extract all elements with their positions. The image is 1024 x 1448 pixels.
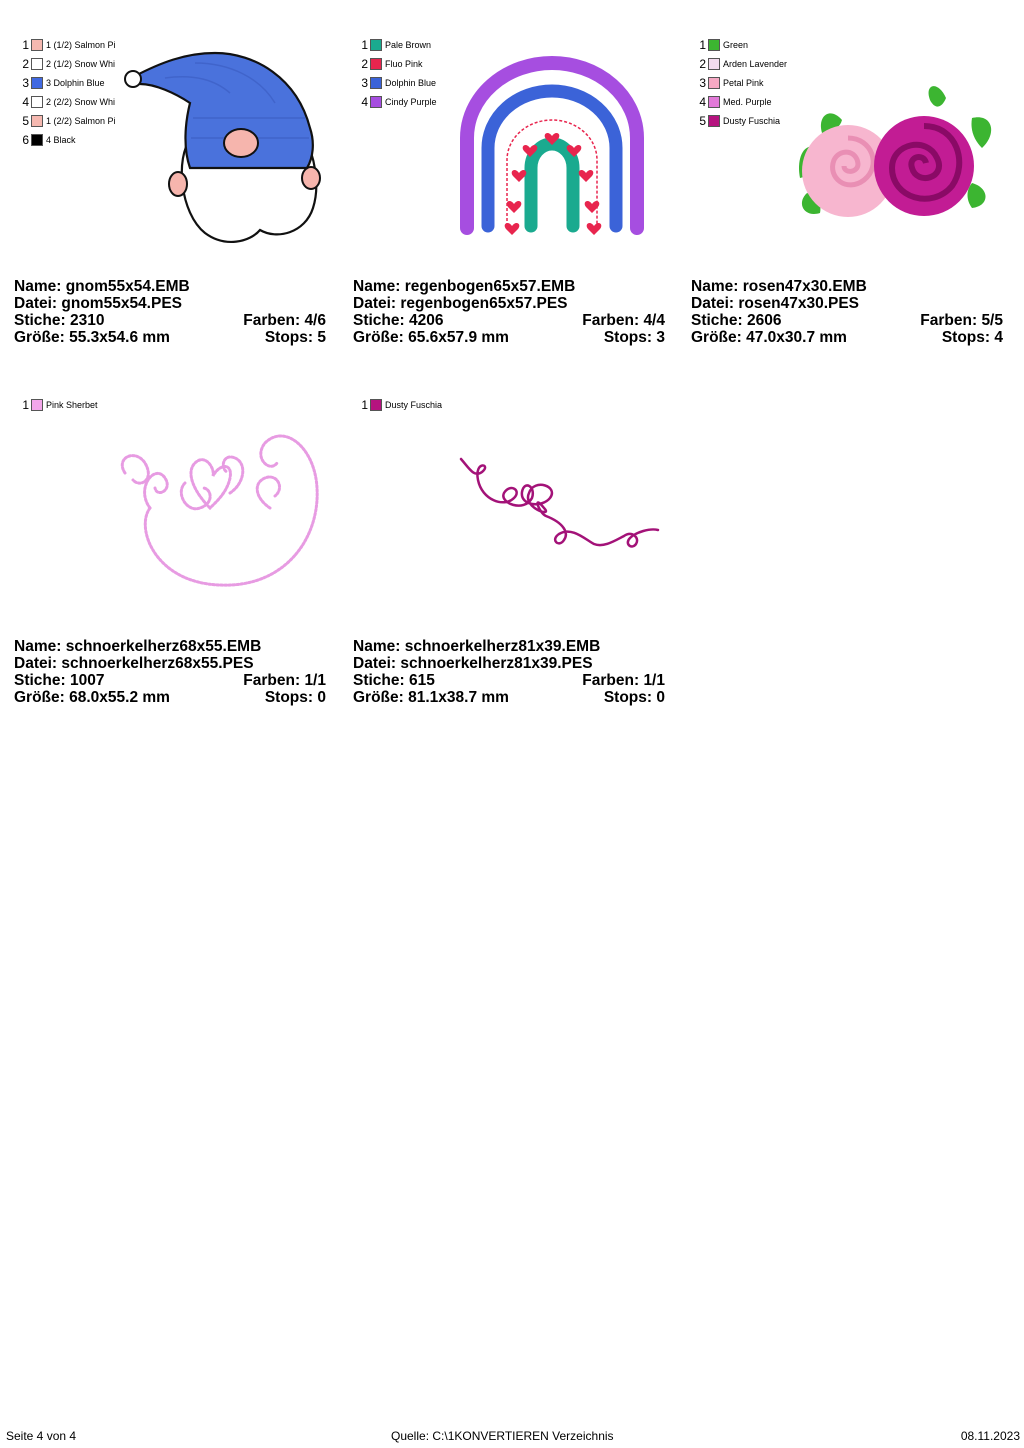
design-info [353,638,665,706]
legend-row: 6 4 Black [22,132,76,147]
groesse-line: Größe: 81.1x38.7 mm [353,689,509,706]
groesse-line: Größe: 47.0x30.7 mm [691,329,847,346]
design-info [14,278,326,346]
name-line: Name: rosen47x30.EMB [691,278,867,295]
page-number: Seite 4 von 4 [6,1429,77,1443]
name-line: Name: gnom55x54.EMB [14,278,190,295]
farben-line: Farben: 4/6 [243,312,326,329]
design-card-regenbogen [354,8,666,348]
gnome-icon [15,8,327,258]
legend-row: 3 Dolphin Blue [361,75,437,90]
name-line: Name: regenbogen65x57.EMB [353,278,576,295]
datei-line: Datei: rosen47x30.PES [691,295,860,312]
stiche-line: Stiche: 1007 [14,672,105,689]
heart-flourish-icon [354,368,666,618]
legend-row: 2 2 (1/2) Snow Whi [22,56,116,71]
stiche-line: Stiche: 2310 [14,312,105,329]
stops-line: Stops: 3 [603,329,665,346]
design-card-rosen [692,8,1004,348]
farben-line: Farben: 5/5 [920,312,1003,329]
stiche-line: Stiche: 2606 [691,312,782,329]
legend-row: 1 1 (1/2) Salmon Pi [22,37,116,52]
legend-row: 3 3 Dolphin Blue [22,75,105,90]
legend-row: 5 Dusty Fuschia [699,113,781,128]
stops-line: Stops: 0 [603,689,665,706]
datei-line: Datei: regenbogen65x57.PES [353,295,568,312]
stiche-line: Stiche: 615 [353,672,435,689]
stops-line: Stops: 0 [264,689,326,706]
groesse-line: Größe: 65.6x57.9 mm [353,329,509,346]
name-line: Name: schnoerkelherz81x39.EMB [353,638,601,655]
legend-row: 4 Med. Purple [699,94,772,109]
rainbow-icon [354,8,666,258]
legend-row: 1 Pink Sherbet [22,397,98,412]
design-info [691,278,1003,346]
design-info [353,278,665,346]
source-path: Quelle: C:\1KONVERTIEREN Verzeichnis [391,1429,614,1443]
stops-line: Stops: 5 [264,329,326,346]
legend-row: 1 Pale Brown [361,37,432,52]
name-line: Name: schnoerkelherz68x55.EMB [14,638,262,655]
datei-line: Datei: gnom55x54.PES [14,295,182,312]
groesse-line: Größe: 68.0x55.2 mm [14,689,170,706]
farben-line: Farben: 1/1 [582,672,665,689]
design-card-schnoerkelherz-81 [354,368,666,708]
legend-row: 4 2 (2/2) Snow Whi [22,94,116,109]
swirl-heart-icon [15,368,327,618]
legend-row: 2 Arden Lavender [699,56,788,71]
datei-line: Datei: schnoerkelherz81x39.PES [353,655,593,672]
legend-row: 3 Petal Pink [699,75,764,90]
legend-row: 5 1 (2/2) Salmon Pi [22,113,116,128]
legend-row: 1 Dusty Fuschia [361,397,443,412]
print-date: 08.11.2023 [960,1429,1020,1443]
farben-line: Farben: 1/1 [243,672,326,689]
groesse-line: Größe: 55.3x54.6 mm [14,329,170,346]
datei-line: Datei: schnoerkelherz68x55.PES [14,655,254,672]
legend-row: 2 Fluo Pink [361,56,423,71]
design-info [14,638,326,706]
stiche-line: Stiche: 4206 [353,312,444,329]
roses-icon [692,8,1004,258]
legend-row: 4 Cindy Purple [361,94,437,109]
design-card-schnoerkelherz-68 [15,368,327,708]
stops-line: Stops: 4 [941,329,1003,346]
legend-row: 1 Green [699,37,749,52]
design-card-gnom [15,8,327,348]
farben-line: Farben: 4/4 [582,312,665,329]
